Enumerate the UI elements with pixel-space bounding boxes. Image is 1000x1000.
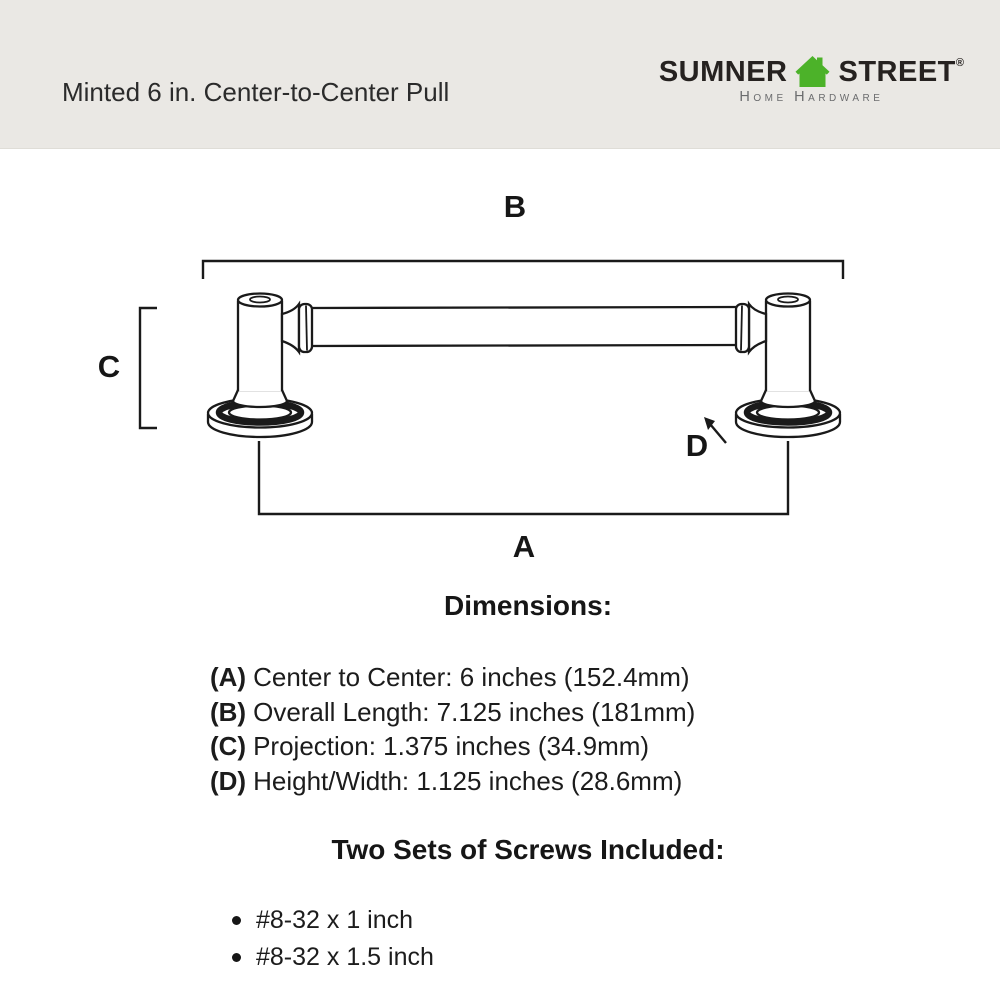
brand-logo <box>659 56 964 105</box>
dimension-text-c: Projection: 1.375 inches (34.9mm) <box>253 731 650 762</box>
page-title: Minted 6 in. Center-to-Center Pull <box>62 77 450 107</box>
left-post-flange <box>233 390 287 407</box>
pull-dimension-diagram <box>0 150 1000 580</box>
pull-drawing <box>208 294 840 438</box>
dimension-row-a <box>210 660 695 695</box>
label-A: A <box>512 529 536 564</box>
brand-house-icon <box>794 56 831 88</box>
header-bar <box>0 0 1000 149</box>
bullet-icon <box>232 916 241 925</box>
screws-list <box>256 902 434 975</box>
arrow-D-line <box>710 424 726 443</box>
label-B: B <box>503 189 527 224</box>
right-post-fill <box>766 301 810 391</box>
bar-fill <box>310 307 740 347</box>
dimension-key-d: (D) <box>210 765 247 796</box>
screw-item-1 <box>256 902 434 939</box>
dimension-row-d <box>210 764 695 799</box>
dimension-row-b <box>210 695 695 730</box>
left-cone <box>282 304 299 352</box>
left-post-cap-hole <box>250 297 270 303</box>
dimension-key-b: (B) <box>210 696 247 727</box>
dimension-text-a: Center to Center: 6 inches (152.4mm) <box>253 662 690 692</box>
dimensions-list <box>210 660 695 798</box>
dimension-key-a: (A) <box>210 662 247 692</box>
right-cone <box>749 304 766 352</box>
right-post-cap-hole <box>778 297 798 303</box>
registered-mark: ® <box>955 57 964 69</box>
dimension-key-c: (C) <box>210 731 247 762</box>
dimension-row-c <box>210 729 695 764</box>
dimension-text-b: Overall Length: 7.125 inches (181mm) <box>253 696 696 727</box>
bracket-A <box>259 441 788 514</box>
screw-item-2 <box>256 939 434 976</box>
left-post-fill <box>238 301 282 391</box>
left-disc-edge <box>306 306 307 351</box>
dimension-text-d: Height/Width: 1.125 inches (28.6mm) <box>253 765 683 796</box>
brand-word-left: SUMNER <box>658 55 788 88</box>
dimensions-heading: Dimensions: <box>443 590 613 621</box>
right-disc-edge <box>741 306 742 351</box>
screw-item-1-text: #8-32 x 1 inch <box>256 906 414 934</box>
bar-top-line <box>311 307 739 308</box>
screw-item-2-text: #8-32 x 1.5 inch <box>256 942 434 971</box>
screws-heading: Two Sets of Screws Included: <box>331 834 725 865</box>
bullet-icon <box>232 953 241 962</box>
right-post-flange <box>761 390 815 407</box>
label-D: D <box>685 428 709 463</box>
bracket-B <box>203 261 843 279</box>
bracket-C <box>140 308 157 428</box>
bar-bottom-line <box>311 345 739 346</box>
brand-word-right: STREET <box>838 55 956 88</box>
label-C: C <box>97 349 121 384</box>
brand-tagline: Home Hardware <box>739 89 884 105</box>
